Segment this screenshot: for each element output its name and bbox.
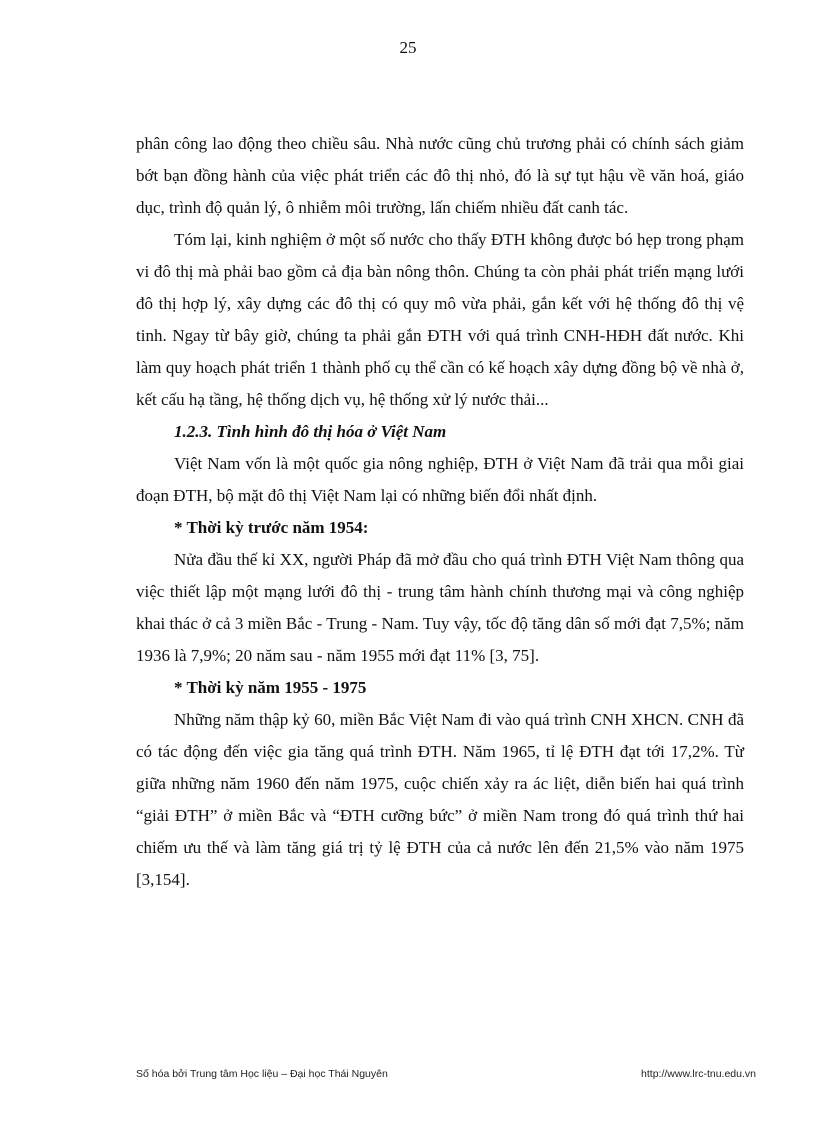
paragraph: Nửa đầu thế kỉ XX, người Pháp đã mở đầu cho quá trình ĐTH Việt Nam thông qua việc thiết lập một mạng lưới đô thị - trung tâm hành chính thương mại và công nghiệp khai thác ở cả 3 miền Bắc - Trung - Nam. Tuy vậy, tốc độ tăng dân số mới đạt 7,5%; năm 1936 là 7,9%; 20 năm sau - năm 1955 mới đạt 11% [3, 75].	[136, 550, 744, 665]
period-heading: * Thời kỳ trước năm 1954:	[174, 518, 369, 537]
period-heading: * Thời kỳ năm 1955 - 1975	[174, 678, 367, 697]
page-number: 25	[399, 38, 417, 57]
paragraph: phân công lao động theo chiều sâu. Nhà nước cũng chủ trương phải có chính sách giảm bớt bạn đồng hành của việc phát triển các đô thị nhỏ, đó là sự tụt hậu về văn hoá, giáo dục, trình độ quản lý, ô nhiễm môi trường, lấn chiếm nhiều đất canh tác.	[136, 134, 744, 217]
footer-url[interactable]: http://www.lrc-tnu.edu.vn	[641, 1068, 756, 1080]
footer-source: Số hóa bởi Trung tâm Học liệu – Đại học Thái Nguyên	[136, 1068, 388, 1080]
paragraph: Những năm thập kỷ 60, miền Bắc Việt Nam đi vào quá trình CNH XHCN. CNH đã có tác động đến việc gia tăng quá trình ĐTH. Năm 1965, tỉ lệ ĐTH đạt tới 17,2%. Từ giữa những năm 1960 đến năm 1975, cuộc chiến xảy ra ác liệt, diễn biến hai quá trình “giải ĐTH” ở miền Bắc và “ĐTH cưỡng bức” ở miền Nam trong đó quá trình thứ hai chiếm ưu thế và làm tăng giá trị tỷ lệ ĐTH của cả nước lên đến 21,5% vào năm 1975 [3,154].	[136, 710, 744, 889]
paragraph: Việt Nam vốn là một quốc gia nông nghiệp, ĐTH ở Việt Nam đã trải qua mỗi giai đoạn ĐTH, bộ mặt đô thị Việt Nam lại có những biến đổi nhất định.	[136, 454, 744, 505]
section-heading: 1.2.3. Tình hình đô thị hóa ở Việt Nam	[174, 422, 447, 441]
document-body	[136, 128, 744, 896]
paragraph: Tóm lại, kinh nghiệm ở một số nước cho thấy ĐTH không được bó hẹp trong phạm vi đô thị mà phải bao gồm cả địa bàn nông thôn. Chúng ta còn phải phát triển mạng lưới đô thị hợp lý, xây dựng các đô thị có quy mô vừa phải, gắn kết với hệ thống đô thị vệ tinh. Ngay từ bây giờ, chúng ta phải gắn ĐTH với quá trình CNH-HĐH đất nước. Khi làm quy hoạch phát triển 1 thành phố cụ thể cần có kế hoạch xây dựng đồng bộ về nhà ở, kết cấu hạ tầng, hệ thống dịch vụ, hệ thống xử lý nước thải...	[136, 230, 744, 409]
page-footer	[136, 1068, 756, 1080]
